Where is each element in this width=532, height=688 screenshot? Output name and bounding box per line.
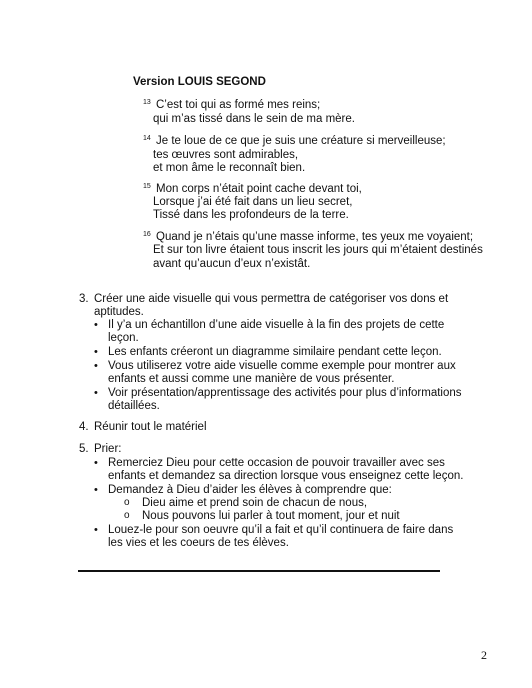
bullet-text: Vous utiliserez votre aide visuelle comme exemple pour montrer aux bbox=[108, 360, 456, 372]
verse-line: qui m’as tissé dans le sein de ma mère. bbox=[153, 113, 355, 125]
verse-line: Quand je n’étais qu’une masse informe, tes yeux me voyaient; bbox=[156, 231, 474, 243]
horizontal-divider bbox=[78, 570, 440, 572]
bullet-text: Remerciez Dieu pour cette occasion de pouvoir travailler avec ses bbox=[108, 457, 445, 469]
sub-bullet-text: Nous pouvons lui parler à tout moment, jour et nuit bbox=[142, 510, 400, 522]
verse-line: tes œuvres sont admirables, bbox=[153, 149, 299, 161]
circle-bullet-icon: o bbox=[124, 510, 130, 521]
page-number: 2 bbox=[481, 648, 487, 662]
verse-number: 16 bbox=[143, 231, 151, 238]
bullet-text: Les enfants créeront un diagramme similaire pendant cette leçon. bbox=[108, 346, 442, 358]
step-number: 5. bbox=[79, 443, 89, 455]
circle-bullet-icon: o bbox=[124, 497, 130, 508]
step-text: aptitudes. bbox=[94, 306, 144, 318]
step-text: Créer une aide visuelle qui vous permettra de catégoriser vos dons et bbox=[94, 293, 449, 305]
section-title: Version LOUIS SEGOND bbox=[133, 76, 266, 88]
verse-line: avant qu’aucun d’eux n’existât. bbox=[153, 258, 311, 270]
bullet-icon: • bbox=[94, 360, 98, 372]
verse-line: Tissé dans les profondeurs de la terre. bbox=[153, 209, 349, 221]
step-number: 4. bbox=[79, 421, 89, 433]
bullet-text: Voir présentation/apprentissage des activités pour plus d’informations bbox=[108, 387, 462, 399]
bullet-text: leçon. bbox=[108, 332, 139, 344]
verse-line: C’est toi qui as formé mes reins; bbox=[156, 99, 321, 111]
verse-line: Mon corps n’était point cache devant toi, bbox=[156, 183, 362, 195]
bullet-icon: • bbox=[94, 387, 98, 399]
bullet-text: les vies et les coeurs de tes élèves. bbox=[108, 537, 289, 549]
bullet-text: détaillées. bbox=[108, 400, 160, 412]
step-text: Réunir tout le matériel bbox=[94, 421, 207, 433]
bullet-icon: • bbox=[94, 346, 98, 358]
verse-number: 15 bbox=[143, 183, 151, 190]
bullet-text: Il y’a un échantillon d’une aide visuelle à la fin des projets de cette bbox=[108, 319, 445, 331]
verse-number: 13 bbox=[143, 99, 151, 106]
bullet-text: Demandez à Dieu d’aider les élèves à comprendre que: bbox=[108, 484, 392, 496]
sub-bullet-text: Dieu aime et prend soin de chacun de nous, bbox=[142, 497, 368, 509]
bullet-text: enfants et aussi comme une manière de vous présenter. bbox=[108, 373, 395, 385]
bullet-icon: • bbox=[94, 484, 98, 496]
bullet-icon: • bbox=[94, 319, 98, 331]
step-number: 3. bbox=[79, 293, 89, 305]
bullet-icon: • bbox=[94, 524, 98, 536]
bullet-icon: • bbox=[94, 457, 98, 469]
verse-line: et mon âme le reconnaît bien. bbox=[153, 162, 306, 174]
bullet-text: Louez-le pour son oeuvre qu’il a fait et qu’il continuera de faire dans bbox=[108, 524, 454, 536]
verse-line: Et sur ton livre étaient tous inscrit les jours qui m’étaient destinés bbox=[153, 244, 483, 256]
verse-number: 14 bbox=[143, 135, 151, 142]
bullet-text: enfants et demandez sa direction lorsque vous enseignez cette leçon. bbox=[108, 470, 464, 482]
verse-line: Je te loue de ce que je suis une créature si merveilleuse; bbox=[156, 135, 446, 147]
verse-line: Lorsque j’ai été fait dans un lieu secret, bbox=[153, 196, 353, 208]
step-text: Prier: bbox=[94, 443, 122, 455]
